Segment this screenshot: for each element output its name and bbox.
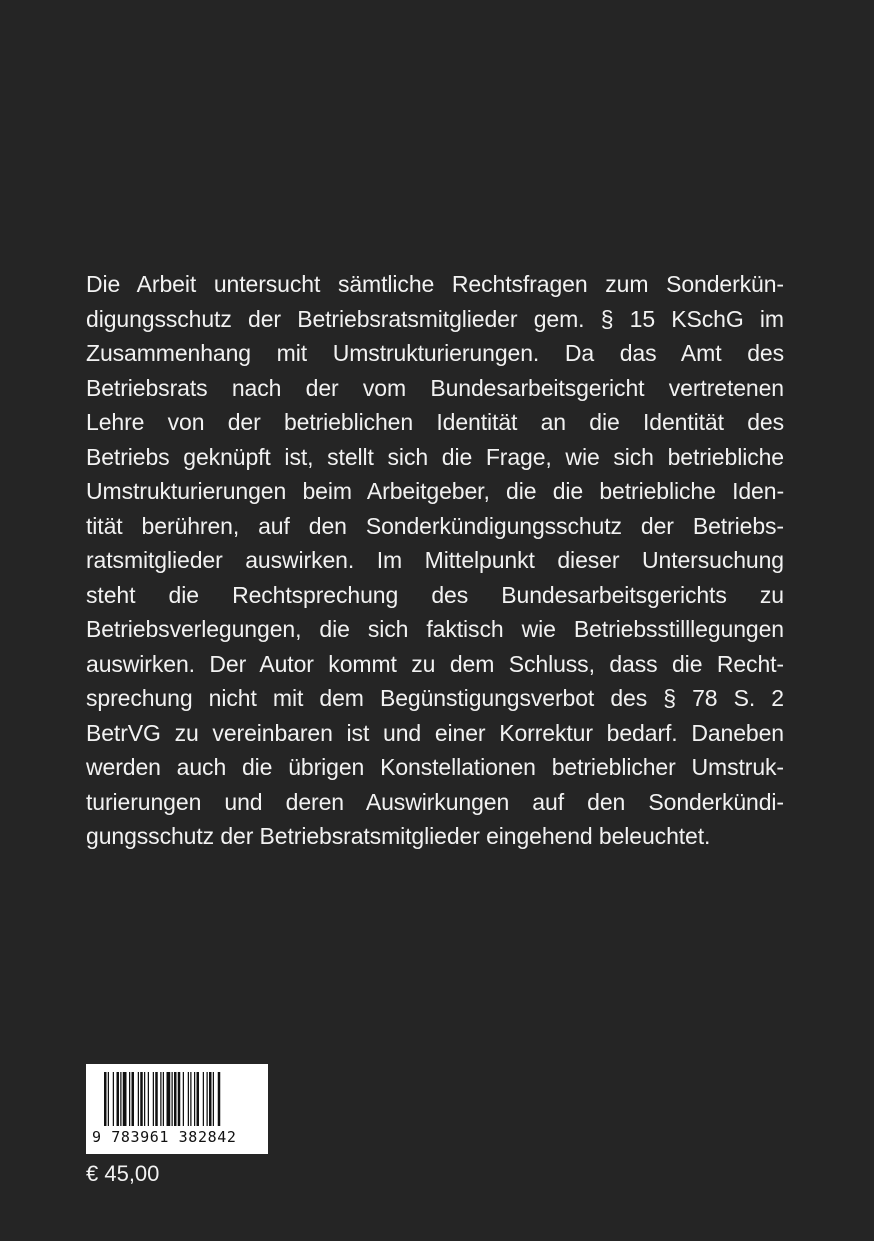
- barcode-bar: [188, 1072, 189, 1126]
- blurb-line: turierungen und deren Auswirkungen auf den Sonderkündi-: [86, 788, 784, 815]
- barcode-bar: [167, 1072, 171, 1126]
- barcode-bar: [163, 1072, 164, 1126]
- barcode-bar: [148, 1072, 149, 1126]
- barcode-bar: [129, 1072, 130, 1126]
- blurb-line: tität berühren, auf den Sonderkündigungsschutz der Betriebs-: [86, 512, 784, 539]
- barcode-bar: [155, 1072, 158, 1126]
- blurb-line: Zusammenhang mit Umstrukturierungen. Da das Amt des: [86, 340, 784, 366]
- blurb-line: BetrVG zu vereinbaren ist und einer Korrektur bedarf. Daneben: [86, 719, 784, 746]
- barcode-bar: [144, 1072, 145, 1126]
- blurb-line: Betriebsverlegungen, die sich faktisch wie Betriebsstilllegungen: [86, 616, 784, 642]
- barcode-bar: [120, 1072, 121, 1126]
- barcode-bar: [104, 1072, 107, 1126]
- barcode-bar: [113, 1072, 114, 1126]
- barcode-bar: [190, 1072, 191, 1126]
- back-cover-blurb: [86, 267, 784, 854]
- blurb-line: Betriebsrats nach der vom Bundesarbeitsgericht vertretenen: [86, 374, 784, 401]
- blurb-line: werden auch die übrigen Konstellationen betrieblicher Umstruk-: [86, 754, 784, 780]
- barcode-bar: [213, 1072, 214, 1126]
- blurb-line: gungsschutz der Betriebsratsmitglieder eingehend beleuchtet.: [86, 823, 711, 849]
- barcode-bar: [178, 1072, 181, 1126]
- barcode-bar: [194, 1072, 195, 1126]
- barcode-bar: [153, 1072, 154, 1126]
- isbn-barcode: [86, 1064, 268, 1154]
- barcode-bar: [108, 1072, 109, 1126]
- isbn-number: 9 783961 382842: [92, 1128, 237, 1146]
- barcode-bar: [123, 1072, 127, 1126]
- blurb-line: auswirken. Der Autor kommt zu dem Schluss, dass die Recht-: [86, 650, 784, 677]
- barcode-bar: [117, 1072, 120, 1126]
- blurb-line: steht die Rechtsprechung des Bundesarbeitsgerichts zu: [86, 581, 784, 608]
- barcode-bar: [207, 1072, 208, 1126]
- blurb-line: Die Arbeit untersucht sämtliche Rechtsfragen zum Sonderkün-: [86, 271, 784, 297]
- barcode-bar: [138, 1072, 139, 1126]
- blurb-line: ratsmitglieder auswirken. Im Mittelpunkt dieser Untersuchung: [86, 547, 784, 573]
- barcode-bar: [172, 1072, 173, 1126]
- blurb-line: sprechung nicht mit dem Begünstigungsverbot des § 78 S. 2: [86, 685, 784, 711]
- blurb-line: Lehre von der betrieblichen Identität an die Identität des: [86, 409, 784, 435]
- blurb-line: Betriebs geknüpft ist, stellt sich die Frage, wie sich betriebliche: [86, 443, 784, 470]
- barcode-bar: [174, 1072, 177, 1126]
- barcode-bar: [183, 1072, 184, 1126]
- barcode-bar: [203, 1072, 204, 1126]
- barcode-bar: [197, 1072, 200, 1126]
- price-label: € 45,00: [86, 1161, 160, 1186]
- barcode-bars-graphic: [104, 1072, 252, 1126]
- barcode-bar: [160, 1072, 161, 1126]
- blurb-line: digungsschutz der Betriebsratsmitglieder gem. § 15 KSchG im: [86, 305, 784, 332]
- blurb-line: Umstrukturierungen beim Arbeitgeber, die die betriebliche Iden-: [86, 478, 784, 504]
- barcode-bar: [209, 1072, 212, 1126]
- barcode-bar: [218, 1072, 221, 1126]
- barcode-bar: [132, 1072, 135, 1126]
- barcode-bar: [140, 1072, 143, 1126]
